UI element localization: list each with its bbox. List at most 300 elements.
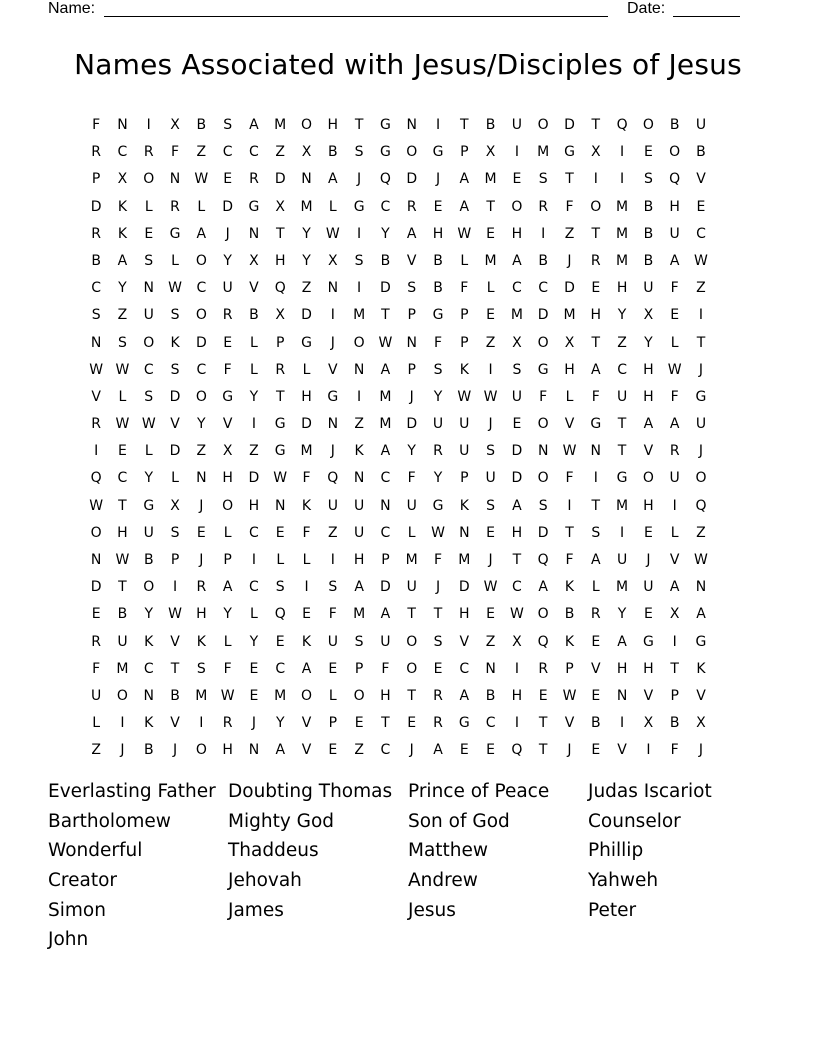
grid-letter: D — [301, 307, 312, 324]
grid-letter: I — [330, 307, 335, 324]
grid-letter: A — [459, 687, 470, 704]
grid-letter: U — [406, 497, 417, 514]
grid-letter: Z — [275, 144, 286, 161]
word-list-item: Yahweh — [588, 870, 659, 892]
grid-letter: O — [537, 334, 549, 351]
grid-letter: O — [143, 579, 155, 596]
grid-letter: H — [432, 225, 444, 242]
grid-letter: H — [301, 388, 312, 405]
grid-letter: N — [485, 660, 496, 677]
grid-letter: F — [223, 660, 232, 677]
grid-letter: E — [643, 524, 653, 541]
grid-letter: I — [620, 144, 625, 161]
grid-letter: E — [91, 606, 101, 623]
grid-letter: V — [170, 633, 180, 650]
grid-letter: L — [92, 715, 101, 732]
grid-letter: S — [223, 117, 233, 133]
grid-letter: V — [696, 687, 706, 704]
grid-letter: G — [222, 388, 234, 405]
grid-letter: D — [380, 579, 391, 596]
grid-letter: X — [301, 144, 312, 161]
grid-letter: R — [433, 715, 443, 732]
grid-letter: H — [616, 660, 628, 677]
grid-letter: H — [117, 524, 128, 541]
grid-letter: B — [643, 252, 654, 269]
grid-letter: R — [170, 198, 180, 215]
grid-letter: G — [353, 198, 365, 215]
grid-letter: V — [222, 416, 233, 433]
grid-letter: J — [409, 742, 414, 759]
word-list-item: Peter — [588, 899, 637, 921]
grid-letter: J — [251, 715, 256, 732]
grid-letter: G — [695, 633, 707, 650]
grid-letter: O — [406, 144, 418, 161]
grid-letter: S — [591, 524, 601, 541]
grid-letter: B — [538, 252, 548, 269]
grid-letter: J — [698, 361, 704, 378]
grid-row — [83, 575, 743, 602]
grid-letter: B — [564, 606, 575, 623]
grid-letter: L — [328, 198, 337, 215]
grid-letter: G — [143, 497, 155, 514]
grid-letter: M — [300, 443, 313, 460]
grid-letter: C — [196, 280, 207, 297]
grid-letter: Q — [274, 280, 286, 297]
grid-letter: W — [457, 388, 472, 405]
grid-letter: M — [510, 307, 523, 324]
grid-letter: U — [643, 579, 654, 596]
grid-letter: C — [117, 144, 128, 161]
grid-letter: B — [433, 280, 443, 297]
grid-letter: A — [512, 497, 522, 514]
grid-row — [83, 303, 743, 330]
grid-letter: P — [670, 687, 679, 704]
grid-letter: E — [486, 225, 496, 242]
grid-letter: X — [485, 144, 496, 161]
grid-letter: N — [196, 470, 207, 487]
grid-letter: T — [565, 171, 574, 188]
grid-letter: M — [537, 144, 550, 161]
grid-letter: S — [144, 388, 154, 405]
grid-letter: A — [617, 633, 627, 650]
grid-letter: Z — [91, 742, 101, 759]
grid-letter: I — [94, 443, 99, 460]
grid-letter: K — [696, 660, 706, 677]
grid-letter: S — [486, 443, 496, 460]
grid-letter: J — [646, 552, 651, 568]
date-field-line[interactable] — [673, 16, 740, 17]
grid-letter: U — [353, 524, 365, 541]
grid-letter: O — [353, 687, 365, 704]
grid-letter: A — [328, 171, 338, 188]
grid-letter: C — [196, 361, 207, 378]
grid-letter: E — [486, 524, 496, 541]
grid-letter: W — [483, 388, 498, 405]
grid-letter: S — [328, 579, 338, 596]
grid-letter: A — [696, 606, 706, 623]
grid-letter: A — [117, 252, 128, 269]
grid-letter: E — [223, 334, 233, 351]
grid-letter: K — [354, 443, 364, 460]
grid-letter: G — [274, 416, 286, 433]
grid-letter: C — [117, 470, 128, 487]
grid-letter: X — [170, 117, 180, 133]
grid-letter: Y — [118, 280, 127, 297]
grid-letter: H — [511, 225, 523, 242]
grid-letter: Y — [433, 470, 443, 487]
grid-letter: R — [222, 307, 233, 324]
grid-letter: H — [248, 497, 260, 514]
letter-grid — [83, 113, 743, 766]
grid-letter: H — [564, 361, 575, 378]
grid-letter: W — [115, 552, 130, 568]
grid-letter: W — [115, 416, 130, 433]
grid-letter: B — [196, 117, 207, 133]
grid-letter: T — [354, 117, 364, 133]
grid-letter: O — [406, 660, 418, 677]
grid-letter: O — [116, 687, 128, 704]
grid-letter: F — [92, 660, 101, 677]
word-list-item: Wonderful — [48, 840, 143, 862]
grid-letter: G — [458, 715, 470, 732]
grid-letter: A — [406, 225, 417, 242]
grid-letter: F — [328, 606, 337, 623]
grid-letter: A — [196, 225, 207, 242]
grid-letter: Z — [696, 280, 706, 297]
word-list-item: Prince of Peace — [408, 781, 550, 802]
grid-letter: F — [460, 280, 469, 297]
grid-letter: G — [432, 497, 444, 514]
grid-letter: F — [433, 334, 443, 351]
grid-letter: L — [171, 470, 179, 487]
grid-letter: H — [643, 388, 654, 405]
grid-letter: L — [302, 361, 311, 378]
grid-letter: M — [379, 388, 392, 405]
grid-letter: D — [537, 307, 549, 324]
grid-letter: A — [591, 552, 601, 568]
grid-letter: N — [353, 470, 365, 487]
grid-letter: L — [144, 198, 153, 215]
grid-letter: J — [698, 742, 704, 759]
grid-letter: K — [459, 497, 469, 514]
grid-letter: P — [460, 144, 469, 161]
grid-letter: K — [196, 633, 206, 650]
grid-letter: N — [117, 117, 128, 133]
grid-letter: J — [225, 225, 230, 242]
grid-letter: N — [248, 742, 260, 759]
grid-letter: T — [591, 497, 601, 514]
grid-letter: W — [115, 361, 130, 378]
grid-letter: A — [249, 117, 259, 133]
grid-letter: J — [488, 552, 493, 568]
grid-letter: E — [249, 660, 259, 677]
grid-letter: D — [169, 388, 181, 405]
grid-letter: U — [432, 416, 444, 433]
grid-letter: P — [354, 660, 364, 677]
grid-letter: M — [616, 198, 629, 215]
grid-letter: Z — [249, 443, 259, 460]
grid-letter: T — [670, 660, 679, 677]
grid-letter: T — [486, 198, 495, 215]
grid-letter: J — [435, 171, 441, 188]
grid-letter: W — [89, 361, 104, 378]
grid-letter: J — [330, 334, 335, 351]
grid-letter: O — [143, 334, 155, 351]
grid-row — [83, 113, 743, 140]
grid-letter: I — [304, 579, 309, 596]
grid-letter: R — [91, 416, 102, 433]
grid-letter: M — [484, 252, 497, 269]
grid-letter: F — [381, 660, 390, 677]
grid-letter: G — [248, 198, 260, 215]
grid-letter: S — [170, 307, 180, 324]
grid-letter: T — [460, 117, 469, 133]
grid-letter: T — [407, 687, 416, 704]
grid-letter: K — [564, 633, 575, 650]
grid-letter: N — [406, 117, 417, 133]
grid-letter: S — [170, 361, 180, 378]
grid-letter: N — [143, 687, 154, 704]
grid-letter: X — [275, 307, 286, 324]
grid-letter: C — [143, 361, 154, 378]
grid-letter: H — [669, 198, 680, 215]
grid-letter: O — [406, 633, 418, 650]
grid-letter: I — [672, 633, 677, 650]
grid-letter: Z — [196, 443, 207, 460]
grid-letter: I — [251, 552, 256, 568]
grid-letter: K — [301, 497, 312, 514]
grid-letter: S — [170, 524, 180, 541]
grid-letter: L — [591, 579, 600, 596]
grid-letter: S — [275, 579, 285, 596]
grid-letter: I — [593, 470, 598, 487]
grid-letter: O — [195, 252, 207, 269]
grid-letter: L — [250, 361, 258, 378]
grid-letter: Z — [328, 524, 338, 541]
grid-letter: T — [512, 552, 522, 568]
grid-letter: U — [511, 117, 523, 133]
grid-letter: R — [275, 361, 286, 378]
grid-letter: D — [406, 171, 418, 188]
grid-letter: G — [642, 633, 654, 650]
grid-letter: V — [170, 715, 180, 732]
grid-letter: Z — [354, 416, 364, 433]
grid-letter: J — [199, 552, 204, 568]
grid-letter: C — [538, 280, 549, 297]
grid-letter: E — [328, 742, 338, 759]
grid-letter: E — [433, 660, 443, 677]
grid-letter: G — [379, 117, 391, 133]
grid-letter: T — [617, 443, 627, 460]
grid-letter: W — [562, 687, 577, 704]
grid-letter: R — [590, 252, 601, 269]
grid-row — [83, 602, 743, 629]
grid-letter: B — [143, 552, 154, 568]
grid-letter: O — [537, 606, 549, 623]
grid-letter: T — [617, 416, 627, 433]
grid-letter: E — [249, 687, 259, 704]
grid-letter: I — [330, 552, 335, 568]
grid-letter: R — [433, 443, 443, 460]
grid-row — [83, 249, 743, 276]
grid-letter: B — [328, 144, 338, 161]
grid-letter: A — [512, 252, 522, 269]
grid-letter: R — [669, 443, 680, 460]
grid-letter: T — [118, 579, 127, 596]
page-title: Names Associated with Jesus/Disciples of Jesus — [74, 48, 742, 81]
grid-letter: I — [698, 307, 704, 324]
grid-letter: I — [120, 715, 125, 732]
grid-letter: C — [380, 198, 391, 215]
grid-letter: E — [591, 687, 601, 704]
grid-letter: A — [380, 606, 391, 623]
grid-letter: O — [642, 117, 654, 133]
grid-letter: S — [538, 497, 548, 514]
grid-letter: A — [275, 742, 286, 759]
grid-row — [83, 548, 743, 575]
grid-letter: E — [144, 225, 154, 242]
grid-letter: E — [407, 715, 417, 732]
grid-letter: E — [433, 198, 443, 215]
grid-letter: N — [90, 334, 102, 351]
grid-letter: W — [483, 579, 498, 596]
grid-letter: E — [328, 660, 338, 677]
grid-letter: J — [357, 171, 362, 188]
grid-letter: V — [643, 443, 654, 460]
grid-letter: X — [643, 715, 654, 732]
word-list-item: Andrew — [408, 870, 478, 892]
grid-letter: X — [669, 606, 680, 623]
grid-letter: Q — [669, 171, 681, 188]
grid-letter: G — [301, 334, 312, 351]
grid-letter: Q — [379, 171, 391, 188]
grid-letter: S — [118, 334, 127, 351]
grid-letter: I — [514, 660, 519, 677]
grid-letter: A — [669, 252, 680, 269]
grid-letter: B — [433, 252, 443, 269]
grid-letter: N — [248, 225, 260, 242]
grid-letter: R — [222, 715, 233, 732]
grid-letter: I — [357, 388, 362, 405]
grid-letter: M — [353, 606, 366, 623]
grid-letter: B — [91, 252, 101, 269]
grid-letter: U — [669, 470, 680, 487]
grid-letter: N — [90, 552, 102, 568]
grid-letter: D — [274, 171, 286, 188]
grid-letter: E — [670, 307, 680, 324]
grid-letter: J — [567, 252, 572, 269]
grid-letter: S — [354, 144, 364, 161]
grid-letter: Y — [381, 225, 390, 242]
word-list-item: Doubting Thomas — [228, 781, 393, 802]
grid-letter: Z — [354, 742, 364, 759]
grid-letter: H — [327, 117, 339, 133]
grid-letter: O — [301, 687, 313, 704]
grid-letter: A — [433, 742, 443, 759]
grid-letter: O — [353, 334, 365, 351]
grid-letter: C — [222, 144, 233, 161]
grid-letter: D — [195, 334, 207, 351]
grid-letter: N — [327, 416, 339, 433]
grid-letter: U — [222, 280, 233, 297]
grid-letter: J — [567, 742, 572, 759]
grid-letter: F — [302, 470, 311, 487]
grid-row — [83, 494, 743, 521]
grid-letter: G — [379, 144, 391, 161]
grid-letter: W — [168, 280, 182, 297]
grid-letter: L — [486, 280, 495, 297]
grid-letter: I — [146, 117, 151, 133]
grid-letter: U — [406, 579, 417, 596]
grid-letter: Y — [617, 307, 627, 324]
grid-letter: L — [250, 606, 258, 623]
grid-letter: X — [512, 334, 522, 351]
grid-letter: W — [378, 334, 393, 351]
grid-letter: R — [91, 144, 102, 161]
grid-letter: I — [541, 225, 546, 242]
grid-letter: L — [328, 687, 337, 704]
grid-letter: D — [537, 524, 549, 541]
grid-letter: E — [486, 742, 496, 759]
grid-letter: M — [274, 117, 287, 133]
grid-letter: B — [669, 715, 680, 732]
grid-letter: R — [406, 198, 417, 215]
grid-letter: X — [643, 307, 654, 324]
grid-letter: I — [514, 144, 519, 161]
grid-letter: S — [433, 361, 443, 378]
grid-letter: W — [220, 687, 235, 704]
grid-letter: R — [249, 171, 259, 188]
grid-letter: V — [301, 742, 312, 759]
grid-letter: H — [222, 470, 233, 487]
grid-letter: T — [381, 307, 390, 324]
grid-letter: U — [380, 633, 391, 650]
word-list-item: Judas Iscariot — [588, 781, 712, 802]
grid-letter: Y — [197, 416, 206, 433]
grid-letter: U — [643, 280, 654, 297]
word-list — [48, 779, 768, 953]
grid-letter: K — [144, 633, 154, 650]
grid-letter: E — [591, 280, 601, 297]
grid-letter: H — [643, 497, 654, 514]
grid-letter: Q — [274, 606, 286, 623]
grid-letter: U — [459, 416, 470, 433]
grid-letter: E — [275, 633, 285, 650]
grid-letter: Y — [223, 606, 232, 623]
grid-letter: D — [90, 198, 102, 215]
name-field-line[interactable] — [104, 16, 608, 17]
grid-letter: G — [695, 388, 707, 405]
grid-letter: K — [117, 198, 128, 215]
word-list-item: Jesus — [408, 899, 456, 921]
word-list-item: Matthew — [408, 840, 489, 862]
grid-letter: E — [275, 524, 285, 541]
grid-letter: S — [512, 361, 522, 378]
grid-letter: Y — [617, 606, 627, 623]
grid-letter: X — [696, 715, 706, 732]
grid-letter: J — [199, 497, 204, 514]
grid-letter: M — [353, 307, 366, 324]
grid-letter: I — [672, 497, 677, 514]
grid-letter: X — [590, 144, 601, 161]
grid-letter: F — [565, 198, 574, 215]
grid-letter: F — [433, 552, 443, 568]
grid-letter: V — [328, 361, 338, 378]
grid-letter: L — [670, 524, 679, 541]
grid-letter: C — [380, 524, 391, 541]
grid-letter: U — [327, 633, 338, 650]
grid-letter: C — [696, 225, 706, 242]
